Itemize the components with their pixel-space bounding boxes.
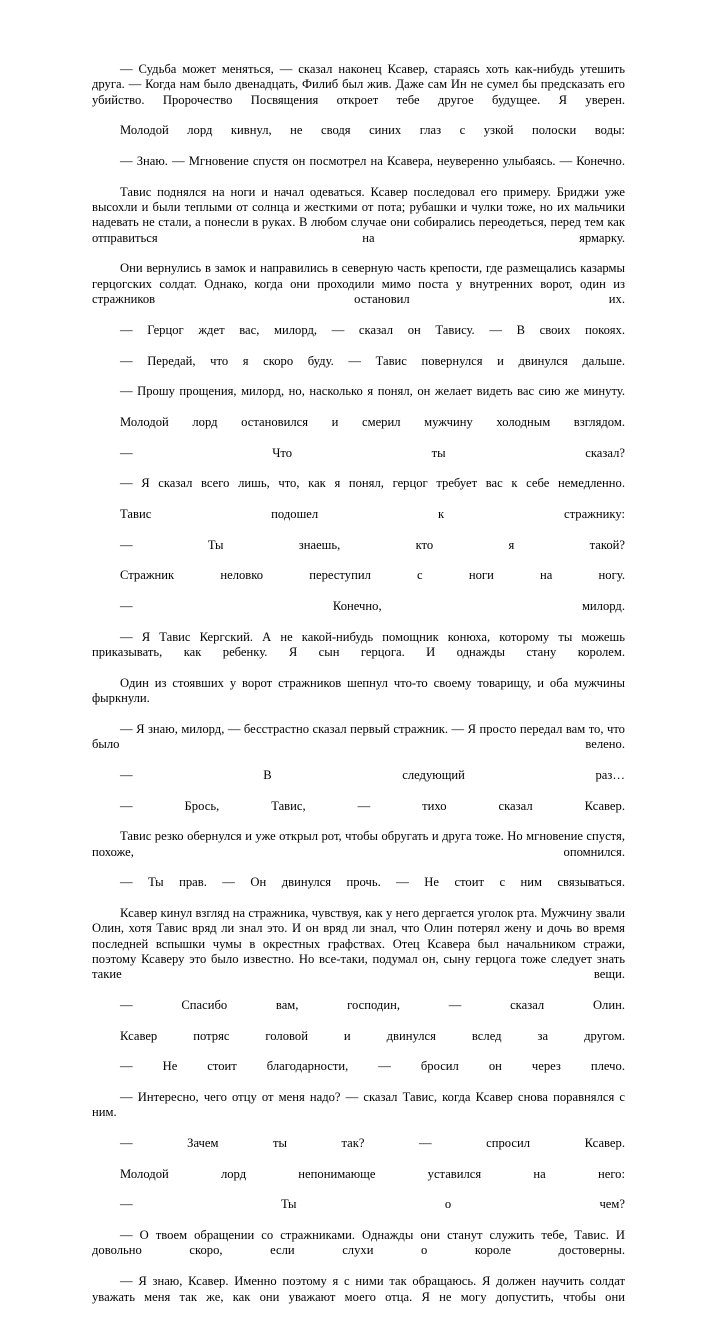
body-paragraph: Ксавер кинул взгляд на стражника, чувствуя, как у него дергается уголок рта. Мужчину звали Олин, хотя Тавис вряд ли знал это. И он вряд ли знал, что Олин потерял жену и дочь во время последней вспышки чумы в окрестных графствах. Отец Ксавера был начальником стражи, поэтому Ксаверу это было известно. Но все-таки, подумал он, сыну герцога тоже следует знать такие вещи. — [92, 905, 625, 982]
body-paragraph: — Ты знаешь, кто я такой? — [120, 537, 625, 552]
body-paragraph: — Ты о чем? — [120, 1197, 625, 1212]
body-paragraph: Они вернулись в замок и направились в северную часть крепости, где размещались казармы герцогских солдат. Однако, когда они проходили мимо поста у внутренних ворот, один из стражников остановил их. — [92, 261, 625, 307]
body-text-column — [92, 62, 625, 1320]
body-paragraph: — Передай, что я скоро буду. — Тавис повернулся и двинулся дальше. — [120, 353, 625, 368]
body-paragraph: — Я знаю, милорд, — бесстрастно сказал первый стражник. — Я просто передал вам то, что было велено. — [92, 721, 625, 752]
body-paragraph: — Герцог ждет вас, милорд, — сказал он Тавису. — В своих покоях. — [120, 322, 625, 337]
body-paragraph: — Ты прав. — Он двинулся прочь. — Не стоит с ним связываться. — [120, 875, 625, 890]
body-paragraph: Стражник неловко переступил с ноги на ногу. — [120, 568, 625, 583]
body-paragraph: — Конечно, милорд. — [120, 599, 625, 614]
body-paragraph: Молодой лорд непонимающе уставился на него: — [120, 1166, 625, 1181]
body-paragraph: — Не стоит благодарности, — бросил он через плечо. — [120, 1059, 625, 1074]
body-paragraph: — Спасибо вам, господин, — сказал Олин. — [120, 997, 625, 1012]
body-paragraph: Ксавер потряс головой и двинулся вслед за другом. — [120, 1028, 625, 1043]
body-paragraph: — Я Тавис Кергский. А не какой-нибудь помощник конюха, которому ты можешь приказывать, как ребенку. Я сын герцога. И однажды стану королем. — [92, 629, 625, 660]
body-paragraph: — Зачем ты так? — спросил Ксавер. — [120, 1136, 625, 1151]
body-paragraph: Один из стоявших у ворот стражников шепнул что-то своему товарищу, и оба мужчины фыркнули. — [92, 675, 625, 706]
body-paragraph: Молодой лорд остановился и смерил мужчину холодным взглядом. — [120, 414, 625, 429]
body-paragraph: — О твоем обращении со стражниками. Однажды они станут служить тебе, Тавис. И довольно скоро, если слухи о короле достоверны. — [92, 1228, 625, 1258]
body-paragraph: — Я сказал всего лишь, что, как я понял, герцог требует вас к себе немедленно. — [120, 476, 625, 491]
body-paragraph: Молодой лорд кивнул, не сводя синих глаз с узкой полоски воды: — [120, 123, 625, 138]
body-paragraph: Тавис подошел к стражнику: — [120, 506, 625, 521]
body-paragraph: — Прошу прощения, милорд, но, насколько я понял, он желает видеть вас сию же минуту. — [120, 384, 625, 399]
body-paragraph: Тавис поднялся на ноги и начал одеваться. Ксавер последовал его примеру. Бриджи уже высохли и были теплыми от солнца и жесткими от пота; рубашки и чулки тоже, но их мальчики надевать не стали, а понесли в руках. В любом случае они собирались переодеться, перед тем как отправиться на ярмарку. — [92, 184, 625, 245]
body-paragraph: — Брось, Тавис, — тихо сказал Ксавер. — [120, 798, 625, 813]
body-paragraph: — В следующий раз… — [120, 767, 625, 782]
body-paragraph: — Я знаю, Ксавер. Именно поэтому я с ними так обращаюсь. Я должен научить солдат уважать меня так же, как они уважают моего отца. Я не могу допустить, чтобы они — [92, 1274, 625, 1304]
body-paragraph: Тавис резко обернулся и уже открыл рот, чтобы обругать и друга тоже. Но мгновение спустя, похоже, опомнился. — [92, 829, 625, 859]
body-paragraph: — Судьба может меняться, — сказал наконец Ксавер, стараясь хоть как-нибудь утешить друга. — Когда нам было двенадцать, Филиб был жив. Даже сам Ин не сумел бы предсказать его убийство. Пророчество Посвящения откроет тебе другое будущее. Я уверен. — [92, 62, 625, 107]
body-paragraph: — Знаю. — Мгновение спустя он посмотрел на Ксавера, неуверенно улыбаясь. — Конечно. — [120, 154, 625, 169]
body-paragraph: — Что ты сказал? — [120, 445, 625, 460]
body-paragraph: — Интересно, чего отцу от меня надо? — сказал Тавис, когда Ксавер снова поравнялся с ним. — [92, 1090, 625, 1120]
